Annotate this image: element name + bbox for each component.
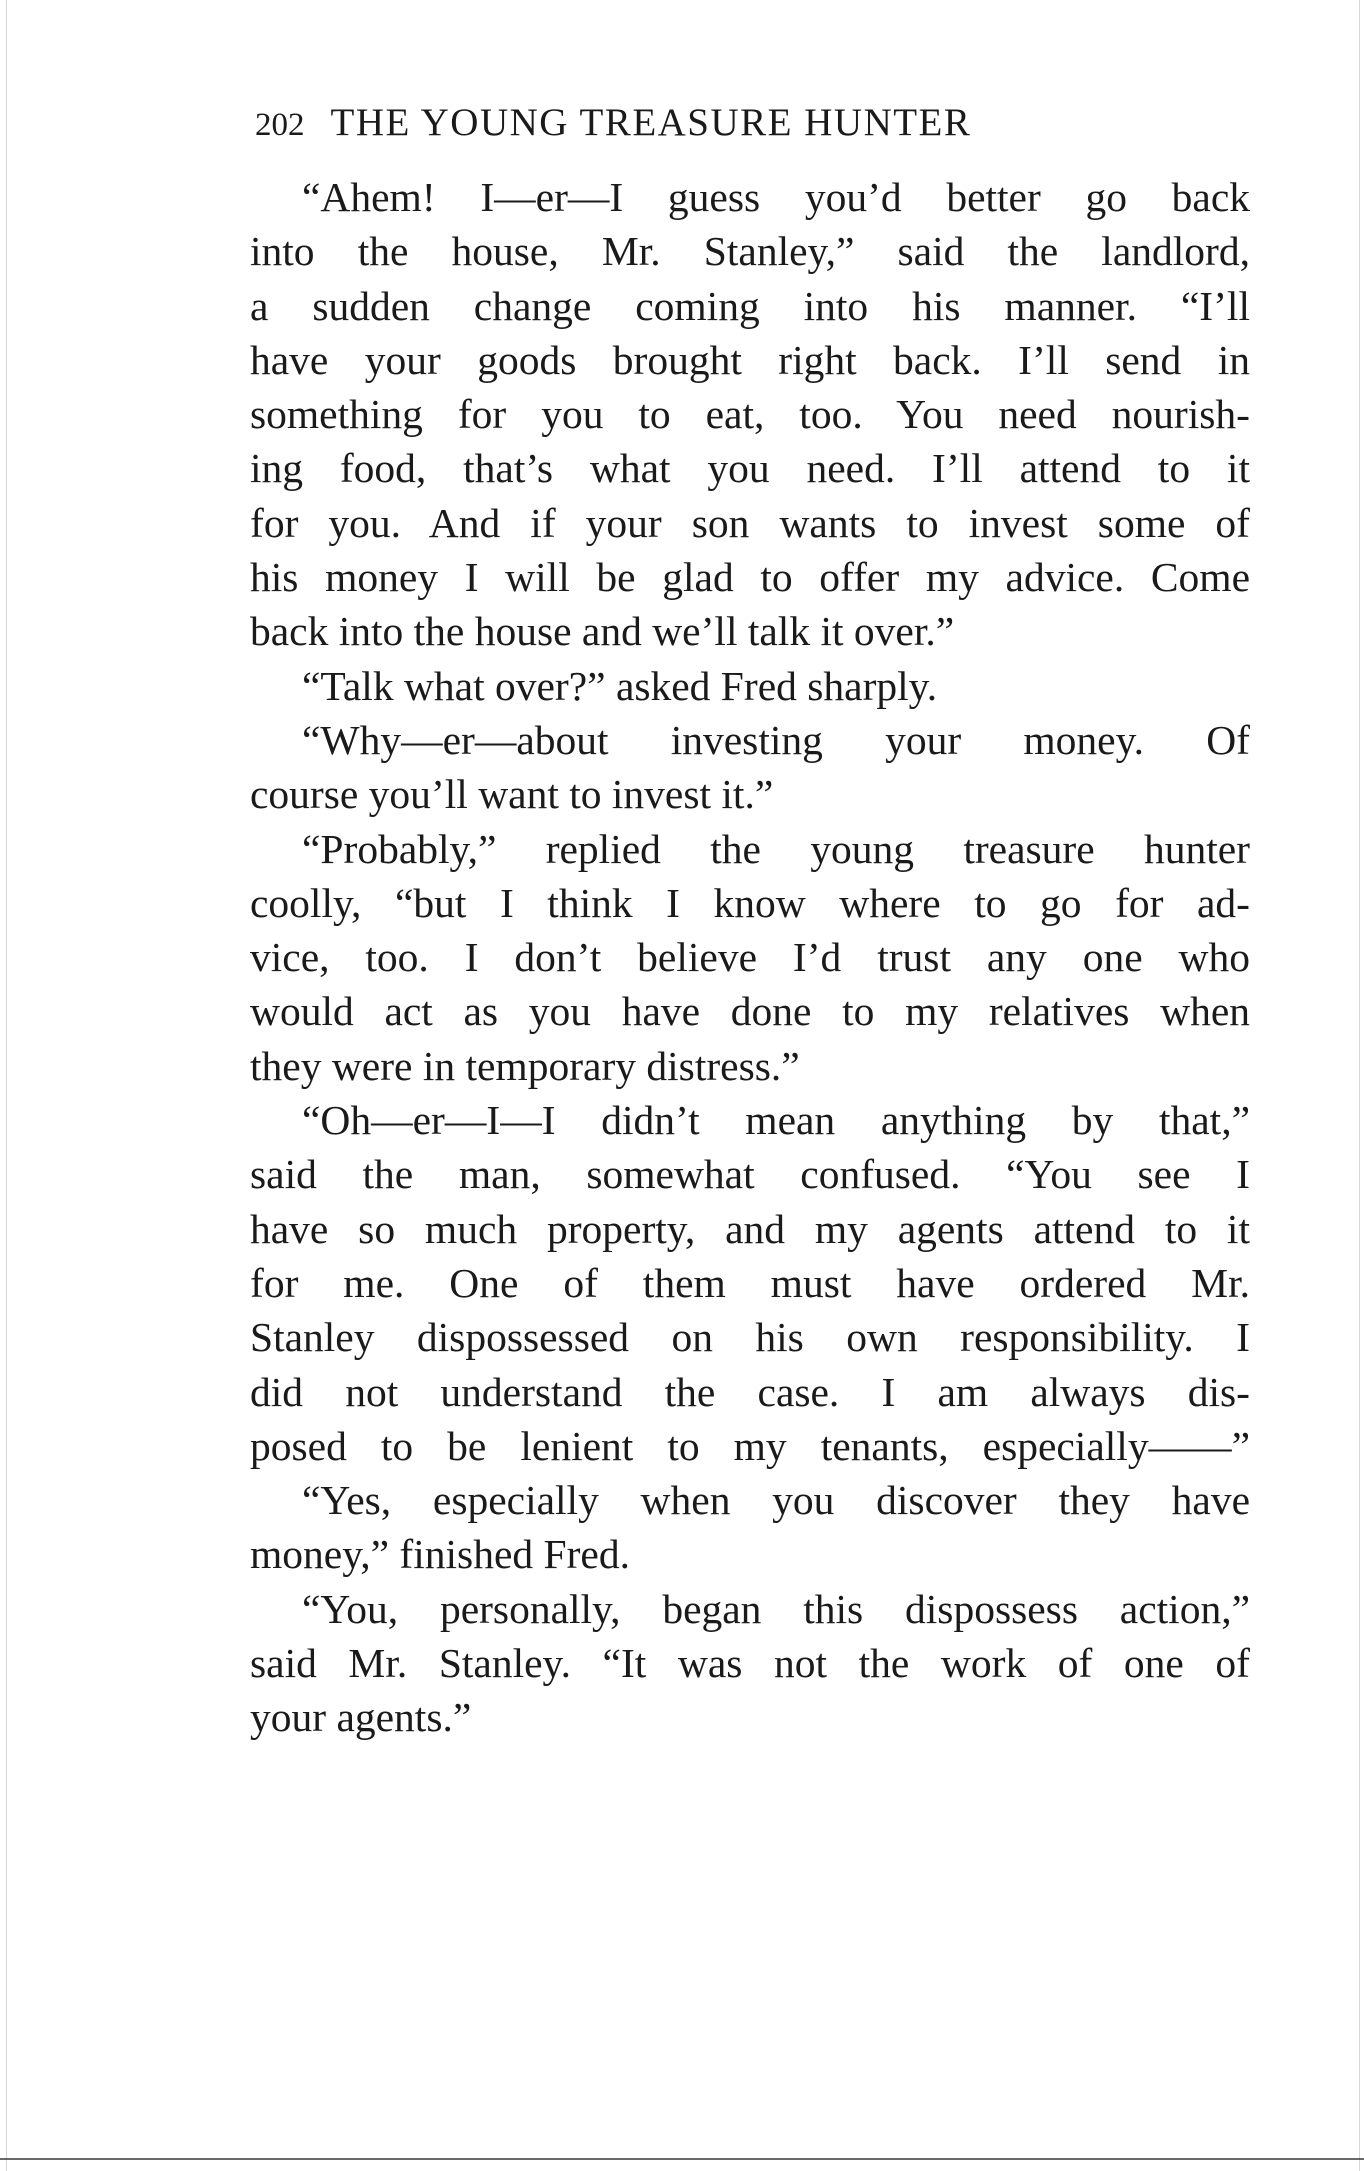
- page-edge-right: [1359, 0, 1360, 2171]
- text-line: Stanley dispossessed on his own responsibility. I: [250, 1314, 1250, 1361]
- page-edge-left: [6, 0, 7, 2171]
- text-line: for you. And if your son wants to invest some of: [250, 499, 1250, 546]
- text-line: a sudden change coming into his manner. “I’ll: [250, 282, 1250, 329]
- text-line: back into the house and we’ll talk it over.”: [250, 608, 955, 655]
- text-line: have your goods brought right back. I’ll send in: [250, 336, 1250, 383]
- text-line: “You, personally, began this dispossess action,”: [302, 1585, 1250, 1632]
- text-line: “Ahem! I—er—I guess you’d better go back: [302, 174, 1250, 220]
- text-line: “Yes, especially when you discover they have: [302, 1477, 1250, 1524]
- text-line: did not understand the case. I am always dis-: [250, 1368, 1250, 1415]
- text-line: vice, too. I don’t believe I’d trust any one who: [250, 934, 1250, 981]
- text-line: into the house, Mr. Stanley,” said the landlord,: [250, 228, 1250, 275]
- text-line: said the man, somewhat confused. “You see I: [250, 1151, 1250, 1198]
- text-line: “Talk what over?” asked Fred sharply.: [302, 662, 938, 709]
- text-line: “Probably,” replied the young treasure hunter: [302, 825, 1250, 872]
- text-line: posed to be lenient to my tenants, especially——”: [250, 1422, 1250, 1469]
- running-head: [255, 98, 1155, 150]
- text-line: something for you to eat, too. You need nourish-: [250, 391, 1250, 438]
- text-line: ing food, that’s what you need. I’ll attend to it: [250, 445, 1250, 492]
- body-text: [250, 170, 1250, 1745]
- text-line: “Why—er—about investing your money. Of: [302, 716, 1250, 763]
- text-line: for me. One of them must have ordered Mr.: [250, 1259, 1250, 1306]
- text-line: would act as you have done to my relatives when: [250, 988, 1250, 1035]
- text-line: course you’ll want to invest it.”: [250, 771, 774, 818]
- text-line: have so much property, and my agents attend to it: [250, 1205, 1250, 1252]
- running-title: THE YOUNG TREASURE HUNTER: [330, 101, 972, 144]
- text-line: his money I will be glad to offer my advice. Come: [250, 554, 1250, 601]
- text-line: they were in temporary distress.”: [250, 1042, 800, 1089]
- text-line: your agents.”: [250, 1694, 472, 1741]
- text-line: coolly, “but I think I know where to go for ad-: [250, 879, 1250, 926]
- page-number: 202: [255, 107, 305, 143]
- text-line: money,” finished Fred.: [250, 1531, 630, 1578]
- text-line: “Oh—er—I—I didn’t mean anything by that,”: [302, 1097, 1250, 1144]
- text-line: said Mr. Stanley. “It was not the work of one of: [250, 1640, 1250, 1687]
- bottom-edge-rule: [0, 2158, 1364, 2160]
